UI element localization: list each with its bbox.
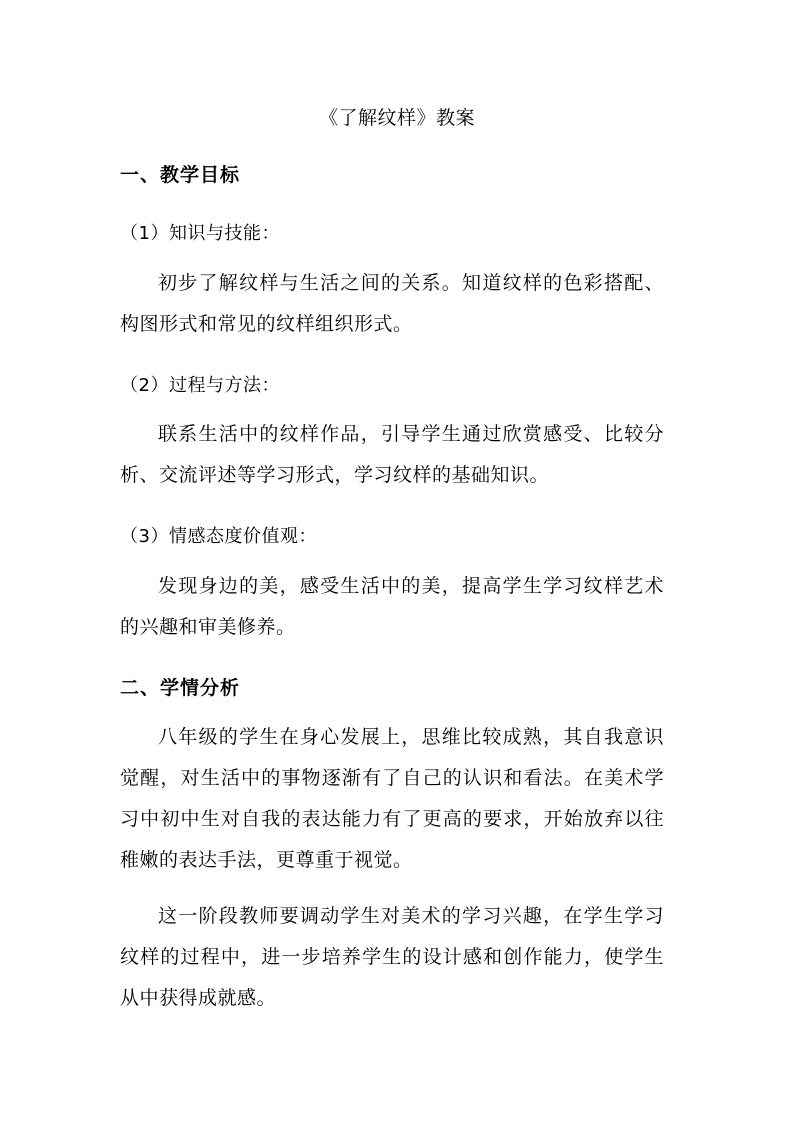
paragraph-learner-analysis-2: 这一阶段教师要调动学生对美术的学习兴趣，在学生学习纹样的过程中，进一步培养学生的设计感和创作能力，使学生从中获得成就感。 <box>120 905 664 1009</box>
document-title: 《了解纹样》教案 <box>318 107 475 129</box>
paragraph-emotion-values: 发现身边的美，感受生活中的美，提高学生学习纹样艺术的兴趣和审美修养。 <box>120 575 664 638</box>
paragraph-process-methods: 联系生活中的纹样作品，引导学生通过欣赏感受、比较分析、交流评述等学习形式，学习纹样的基础知识。 <box>120 423 664 486</box>
subheading-knowledge-skills: （1）知识与技能： <box>120 223 280 244</box>
section-heading-teaching-goals: 一、教学目标 <box>120 164 241 186</box>
paragraph-knowledge-skills: 初步了解纹样与生活之间的关系。知道纹样的色彩搭配、构图形式和常见的纹样组织形式。 <box>120 272 664 335</box>
section-heading-learner-analysis: 二、学情分析 <box>120 677 241 699</box>
subheading-process-methods: （2）过程与方法： <box>120 375 280 396</box>
paragraph-learner-analysis-1: 八年级的学生在身心发展上，思维比较成熟，其自我意识觉醒，对生活中的事物逐渐有了自己的认识和看法。在美术学习中初中生对自我的表达能力有了更高的要求，开始放弃以往稚嫩的表达手法，更尊重于视觉。 <box>120 726 664 871</box>
subheading-emotion-values: （3）情感态度价值观： <box>120 526 317 547</box>
